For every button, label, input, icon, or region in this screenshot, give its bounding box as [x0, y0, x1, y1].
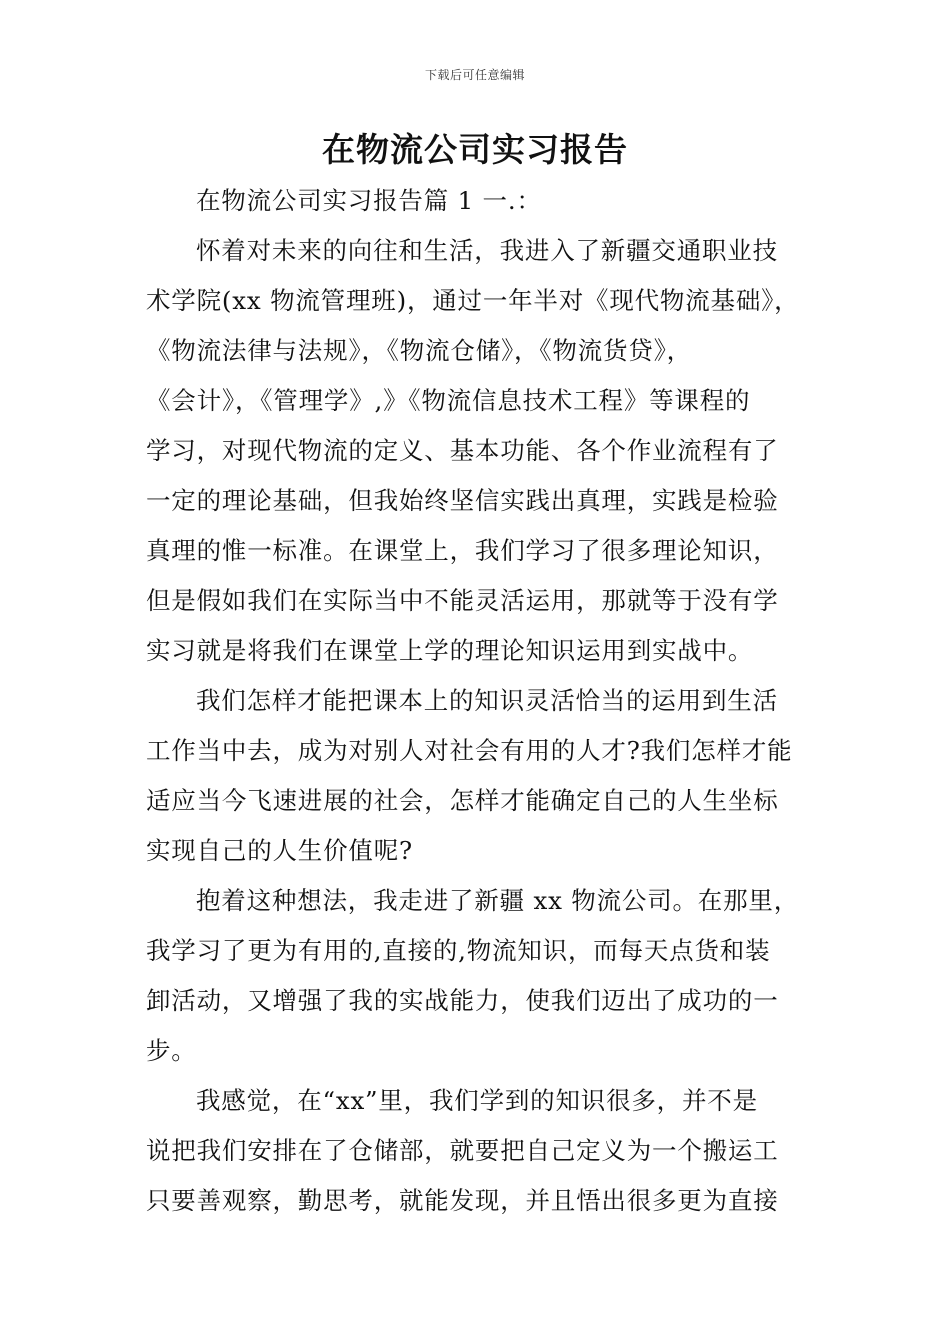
text-line: 抱着这种想法，我走进了新疆 xx 物流公司。在那里， — [196, 886, 800, 915]
text-line: 怀着对未来的向往和生活，我进入了新疆交通职业技 — [196, 236, 778, 265]
text-line: 适应当今飞速进展的社会，怎样才能确定自己的人生坐标 — [146, 786, 779, 815]
text-line: 在物流公司实习报告篇 1 一.： — [196, 186, 542, 215]
text-line: 工作当中去，成为对别人对社会有用的人才?我们怎样才能 — [146, 736, 793, 765]
text-line: 说把我们安排在了仓储部，就要把自己定义为一个搬运工 — [146, 1136, 779, 1165]
text-line: 步。 — [146, 1036, 197, 1065]
text-line: 《会计》，《管理学》,》《物流信息技术工程》等课程的 — [146, 386, 751, 415]
text-line: 我感觉，在“xx”里，我们学到的知识很多，并不是 — [196, 1086, 758, 1115]
text-line: 但是假如我们在实际当中不能灵活运用，那就等于没有学 — [146, 586, 779, 615]
text-line: 只要善观察，勤思考，就能发现，并且悟出很多更为直接 — [146, 1186, 779, 1215]
header-note: 下载后可任意编辑 — [424, 68, 525, 82]
text-line: 术学院(xx 物流管理班)，通过一年半对《现代物流基础》， — [146, 286, 800, 315]
text-line: 一定的理论基础，但我始终坚信实践出真理，实践是检验 — [146, 486, 779, 515]
document-body — [146, 176, 826, 1226]
text-line: 实习就是将我们在课堂上学的理论知识运用到实战中。 — [146, 636, 754, 665]
text-line: 《物流法律与法规》，《物流仓储》，《物流货贷》， — [146, 336, 692, 365]
text-line: 学习，对现代物流的定义、基本功能、各个作业流程有了 — [146, 436, 779, 465]
text-line: 卸活动，又增强了我的实战能力，使我们迈出了成功的一 — [146, 986, 779, 1015]
page-title: 在物流公司实习报告 — [322, 130, 628, 169]
text-line: 我们怎样才能把课本上的知识灵活恰当的运用到生活 — [196, 686, 778, 715]
text-line: 实现自己的人生价值呢? — [146, 836, 413, 865]
text-line: 真理的惟一标准。在课堂上，我们学习了很多理论知识， — [146, 536, 779, 565]
text-line: 我学习了更为有用的,直接的,物流知识，而每天点货和装 — [146, 936, 771, 965]
